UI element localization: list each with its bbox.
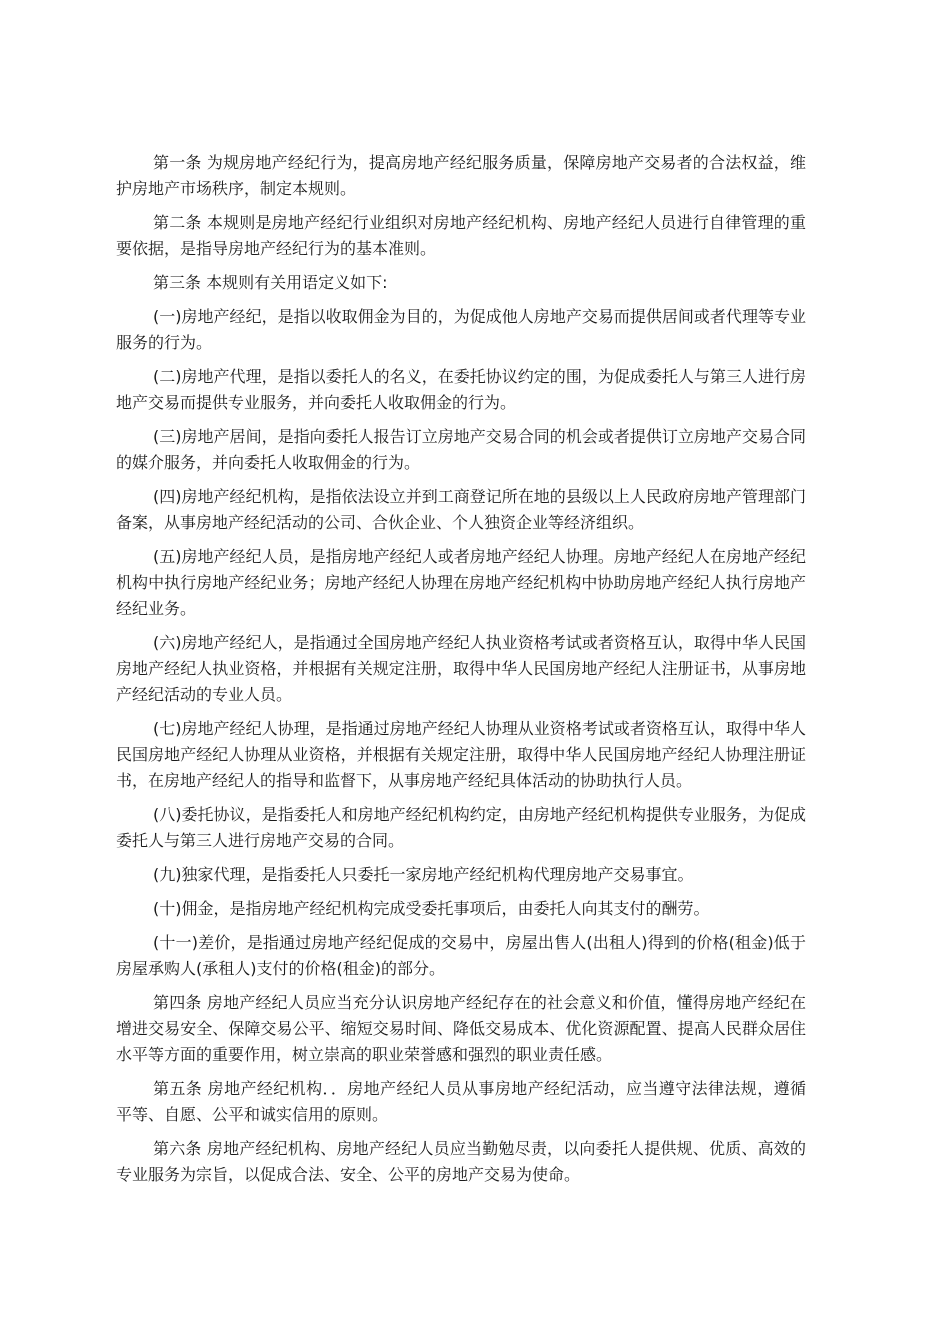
definition-1: (一)房地产经纪，是指以收取佣金为目的，为促成他人房地产交易而提供居间或者代理等专业服务的行为。 xyxy=(116,307,806,352)
definition-7: (七)房地产经纪人协理，是指通过房地产经纪人协理从业资格考试或者资格互认，取得中华人民国房地产经纪人协理从业资格，并根据有关规定注册，取得中华人民国房地产经纪人协理注册证书，在房地产经纪人的指导和监督下，从事房地产经纪具体活动的协助执行人员。 xyxy=(116,719,806,790)
article-2: 第二条 本规则是房地产经纪行业组织对房地产经纪机构、房地产经纪人员进行自律管理的重要依据，是指导房地产经纪行为的基本准则。 xyxy=(116,213,806,258)
definition-11: (十一)差价，是指通过房地产经纪促成的交易中，房屋出售人(出租人)得到的价格(租金)低于房屋承购人(承租人)支付的价格(租金)的部分。 xyxy=(116,933,806,978)
article-3: 第三条 本规则有关用语定义如下: xyxy=(153,273,388,292)
article-5: 第五条 房地产经纪机构．．房地产经纪人员从事房地产经纪活动，应当遵守法律法规，遵循平等、自愿、公平和诚实信用的原则。 xyxy=(116,1079,806,1124)
definition-4: (四)房地产经纪机构，是指依法设立并到工商登记所在地的县级以上人民政府房地产管理部门备案，从事房地产经纪活动的公司、合伙企业、个人独资企业等经济组织。 xyxy=(116,487,806,532)
definition-9: (九)独家代理，是指委托人只委托一家房地产经纪机构代理房地产交易事宜。 xyxy=(153,865,694,884)
definition-5: (五)房地产经纪人员，是指房地产经纪人或者房地产经纪人协理。房地产经纪人在房地产经纪机构中执行房地产经纪业务；房地产经纪人协理在房地产经纪机构中协助房地产经纪人执行房地产经纪业务。 xyxy=(116,547,806,618)
article-1: 第一条 为规房地产经纪行为，提高房地产经纪服务质量，保障房地产交易者的合法权益，维护房地产市场秩序，制定本规则。 xyxy=(116,153,806,198)
definition-8: (八)委托协议，是指委托人和房地产经纪机构约定，由房地产经纪机构提供专业服务，为促成委托人与第三人进行房地产交易的合同。 xyxy=(116,805,806,850)
definition-6: (六)房地产经纪人，是指通过全国房地产经纪人执业资格考试或者资格互认，取得中华人民国房地产经纪人执业资格，并根据有关规定注册，取得中华人民国房地产经纪人注册证书，从事房地产经纪活动的专业人员。 xyxy=(116,633,806,704)
definition-2: (二)房地产代理，是指以委托人的名义，在委托协议约定的围，为促成委托人与第三人进行房地产交易而提供专业服务，并向委托人收取佣金的行为。 xyxy=(116,367,806,412)
definition-10: (十)佣金，是指房地产经纪机构完成受委托事项后，由委托人向其支付的酬劳。 xyxy=(153,899,710,918)
definition-3: (三)房地产居间，是指向委托人报告订立房地产交易合同的机会或者提供订立房地产交易合同的媒介服务，并向委托人收取佣金的行为。 xyxy=(116,427,806,472)
document-body xyxy=(116,150,806,1196)
article-6: 第六条 房地产经纪机构、房地产经纪人员应当勤勉尽责，以向委托人提供规、优质、高效的专业服务为宗旨，以促成合法、安全、公平的房地产交易为使命。 xyxy=(116,1139,806,1184)
article-4: 第四条 房地产经纪人员应当充分认识房地产经纪存在的社会意义和价值，懂得房地产经纪在增进交易安全、保障交易公平、缩短交易时间、降低交易成本、优化资源配置、提高人民群众居住水平等方面的重要作用，树立崇高的职业荣誉感和强烈的职业责任感。 xyxy=(116,993,806,1064)
